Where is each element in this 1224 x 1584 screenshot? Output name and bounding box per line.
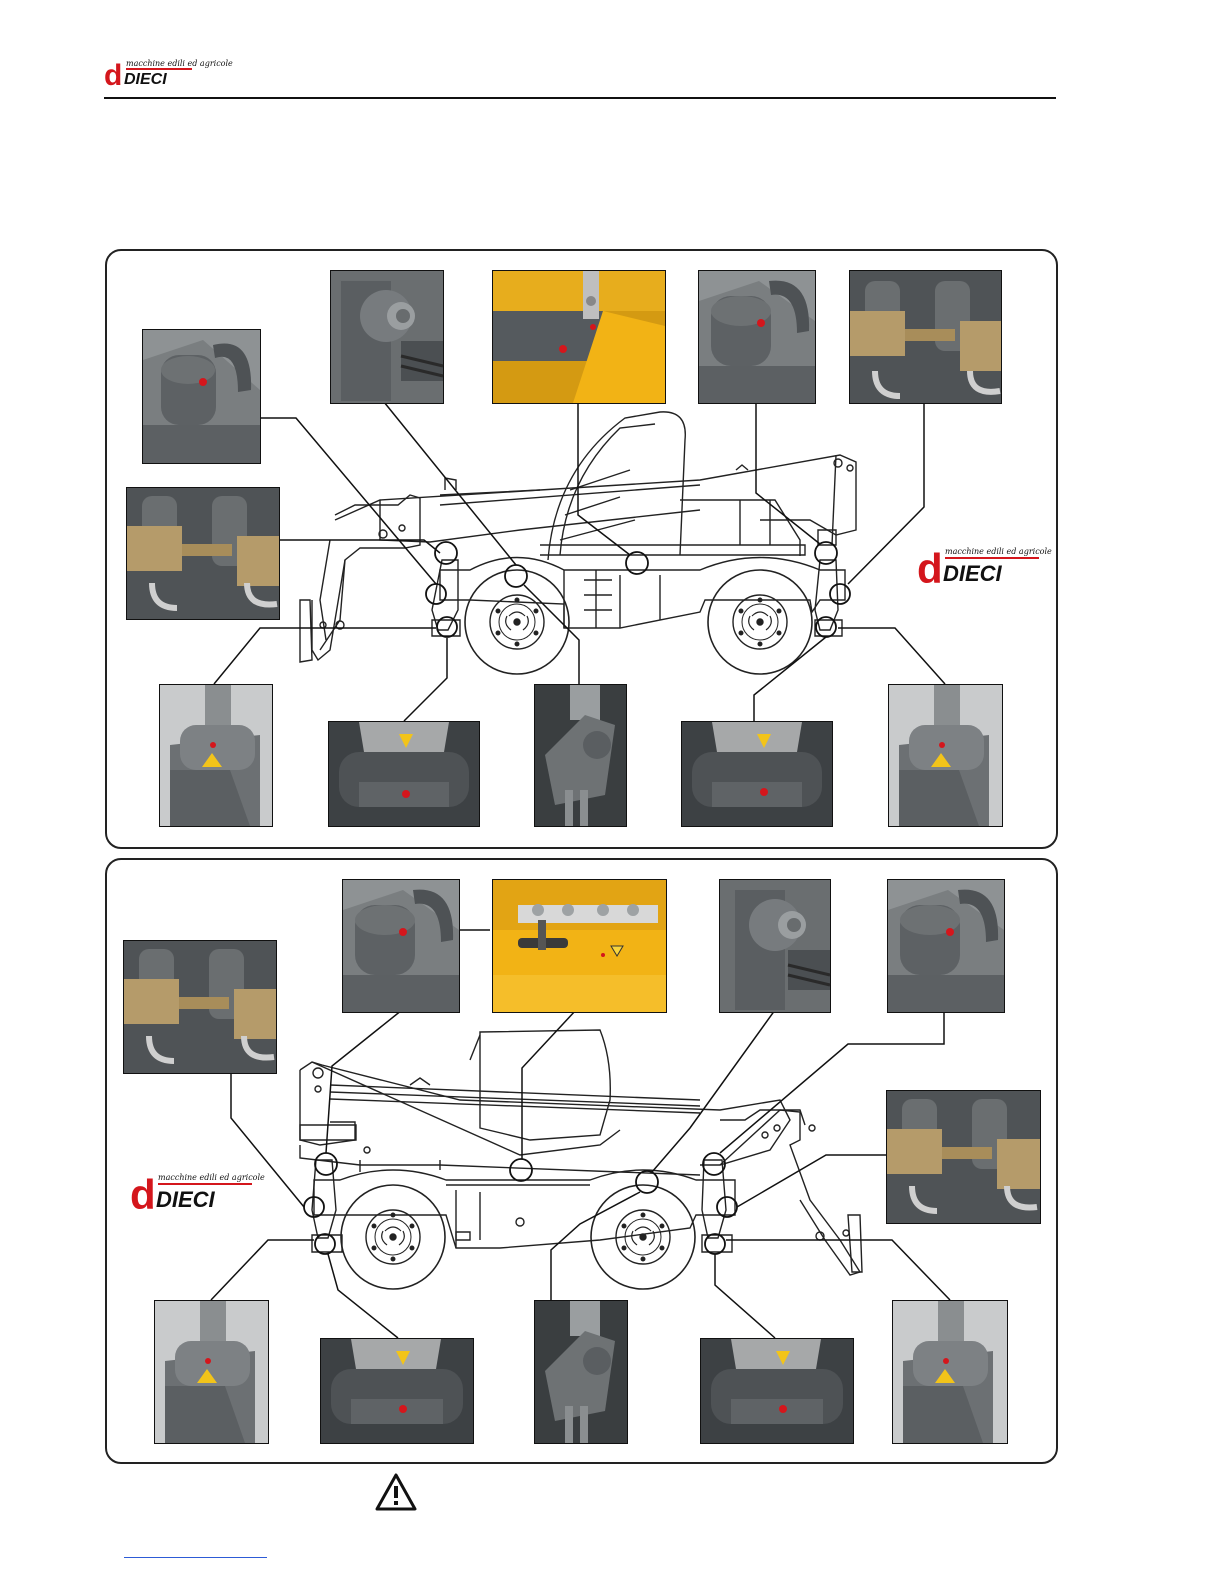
detail-photo-turntable-grease-fittings xyxy=(492,879,667,1013)
detail-photo-valve-block-top-left xyxy=(126,487,280,620)
detail-photo-stabilizer-pin-1 xyxy=(159,684,273,827)
panel-bottom-dieci-logo xyxy=(130,1171,265,1218)
panel-top-logo-letter: d xyxy=(917,545,943,592)
detail-photo-axle-pivot-1 xyxy=(328,721,480,827)
detail-photo-valve-block-top-right xyxy=(849,270,1002,404)
detail-photo-valve-block-bottom-right xyxy=(886,1090,1041,1224)
header-logo-tagline: macchine edili ed agricole xyxy=(126,59,233,68)
warning-triangle-icon xyxy=(375,1472,417,1512)
header-logo-letter: d xyxy=(104,59,123,92)
panel-top-logo-tagline: macchine edili ed agricole xyxy=(945,547,1052,556)
detail-photo-cylinder-rod-bottom-right xyxy=(887,879,1005,1013)
panel-bottom-logo-word: DIECI xyxy=(156,1187,215,1212)
detail-photo-steering-cylinder-1 xyxy=(534,684,627,827)
panel-top-logo-word: DIECI xyxy=(943,561,1002,586)
detail-photo-cylinder-rod-top-left xyxy=(142,329,261,464)
detail-photo-boom-pivot xyxy=(330,270,444,404)
detail-photo-valve-block-bottom-left xyxy=(123,940,277,1074)
header-logo-word: DIECI xyxy=(124,71,167,88)
footer-link-underline[interactable] xyxy=(124,1557,267,1558)
detail-photo-cylinder-rod-bottom-left xyxy=(342,879,460,1013)
header-rule xyxy=(104,97,1056,99)
detail-photo-axle-pivot-4 xyxy=(700,1338,854,1444)
detail-photo-stabilizer-pin-2 xyxy=(888,684,1003,827)
detail-photo-turntable-yellow xyxy=(492,270,666,404)
header-dieci-logo xyxy=(104,56,233,92)
panel-bottom-logo-tagline: macchine edili ed agricole xyxy=(158,1173,265,1182)
detail-photo-stabilizer-pin-3 xyxy=(154,1300,269,1444)
detail-photo-cylinder-rod-top-right xyxy=(698,270,816,404)
detail-photo-steering-cylinder-2 xyxy=(534,1300,628,1444)
detail-photo-axle-pivot-2 xyxy=(681,721,833,827)
panel-top-dieci-logo xyxy=(917,545,1052,592)
detail-photo-boom-pivot-bottom xyxy=(719,879,831,1013)
detail-photo-axle-pivot-3 xyxy=(320,1338,474,1444)
detail-photo-stabilizer-pin-4 xyxy=(892,1300,1008,1444)
panel-bottom-logo-letter: d xyxy=(130,1171,156,1218)
